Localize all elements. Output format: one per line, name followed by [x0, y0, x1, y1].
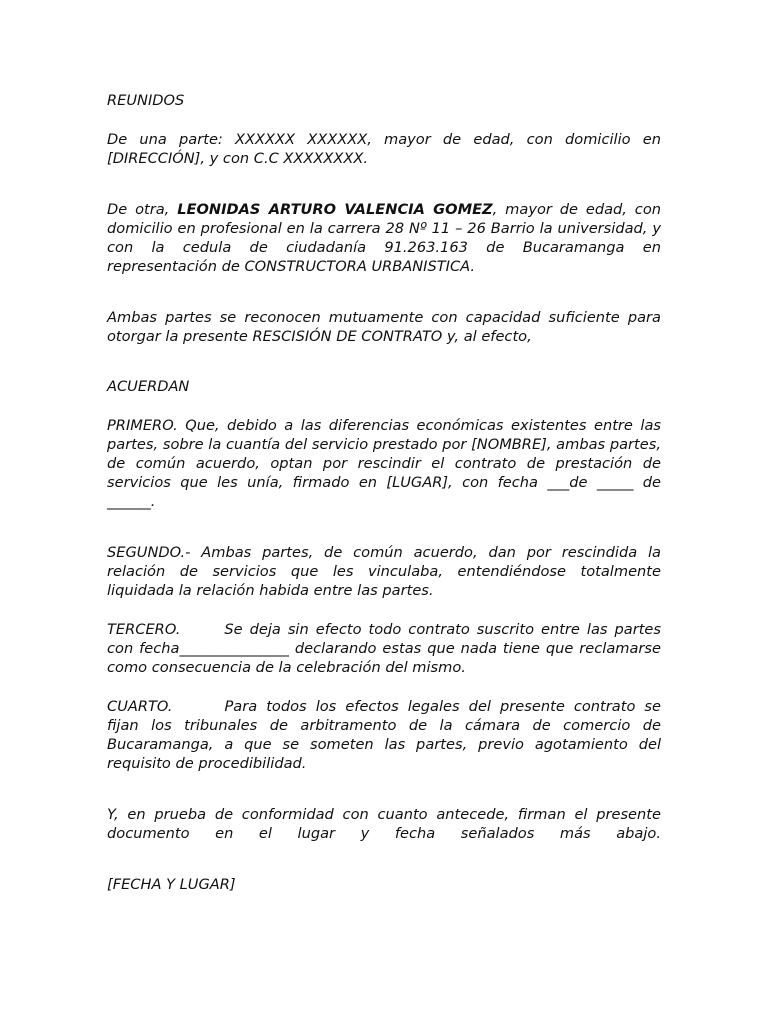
paragraph-parte-una: De una parte: XXXXXX XXXXXX, mayor de edad, con domicilio en [DIRECCIÓN], y con C.C XXXXXXXX.	[107, 131, 661, 167]
paragraph-conformidad: Y, en prueba de conformidad con cuanto antecede, firman el presente documento en el lugar y fecha señalados más abajo.	[107, 806, 661, 842]
representative-name: LEONIDAS ARTURO VALENCIA GOMEZ	[177, 201, 493, 218]
clause-segundo: SEGUNDO.- Ambas partes, de común acuerdo, dan por rescindida la relación de servicios que les vinculaba, entendiéndose totalmente liquidada la relación habida entre las partes.	[107, 544, 661, 599]
parte-otra-rest: , mayor de edad, con domicilio en profesional en la carrera 28 Nº 11 – 26 Barrio la universidad, y con la cedula de ciudadanía 91.263.163 de Bucaramanga en representación de CONSTRUCTORA URBANISTICA.	[107, 201, 662, 275]
cuarto-label: CUARTO.	[107, 698, 173, 715]
heading-acuerdan: ACUERDAN	[107, 378, 190, 395]
clause-tercero	[107, 620, 661, 677]
parte-otra-prefix: De otra,	[107, 201, 178, 218]
cuarto-text: Para todos los efectos legales del presente contrato se fijan los tribunales de arbitramento de la cámara de comercio de Bucaramanga, a que se someten las partes, previo agotamiento del requisito de procedibilidad.	[107, 698, 661, 772]
document-body	[107, 91, 661, 894]
tercero-text: Se deja sin efecto todo contrato suscrito entre las partes con fecha_______________ declarando estas que nada tiene que reclamarse como consecuencia de la celebración del mismo.	[107, 621, 661, 676]
paragraph-parte-otra	[107, 200, 661, 276]
clause-primero: PRIMERO. Que, debido a las diferencias económicas existentes entre las partes, sobre la cuantía del servicio prestado por [NOMBRE], ambas partes, de común acuerdo, optan por rescindir el contrato de prestación de servicios que les unía, firmado en [LUGAR], con fecha ___de _____ de ______.	[107, 417, 661, 510]
paragraph-capacidad: Ambas partes se reconocen mutuamente con capacidad suficiente para otorgar la presente RESCISIÓN DE CONTRATO y, al efecto,	[107, 309, 661, 345]
heading-reunidos: REUNIDOS	[107, 92, 185, 109]
fecha-lugar-placeholder: [FECHA Y LUGAR]	[107, 876, 236, 893]
tercero-label: TERCERO.	[107, 621, 181, 638]
clause-cuarto	[107, 697, 661, 773]
